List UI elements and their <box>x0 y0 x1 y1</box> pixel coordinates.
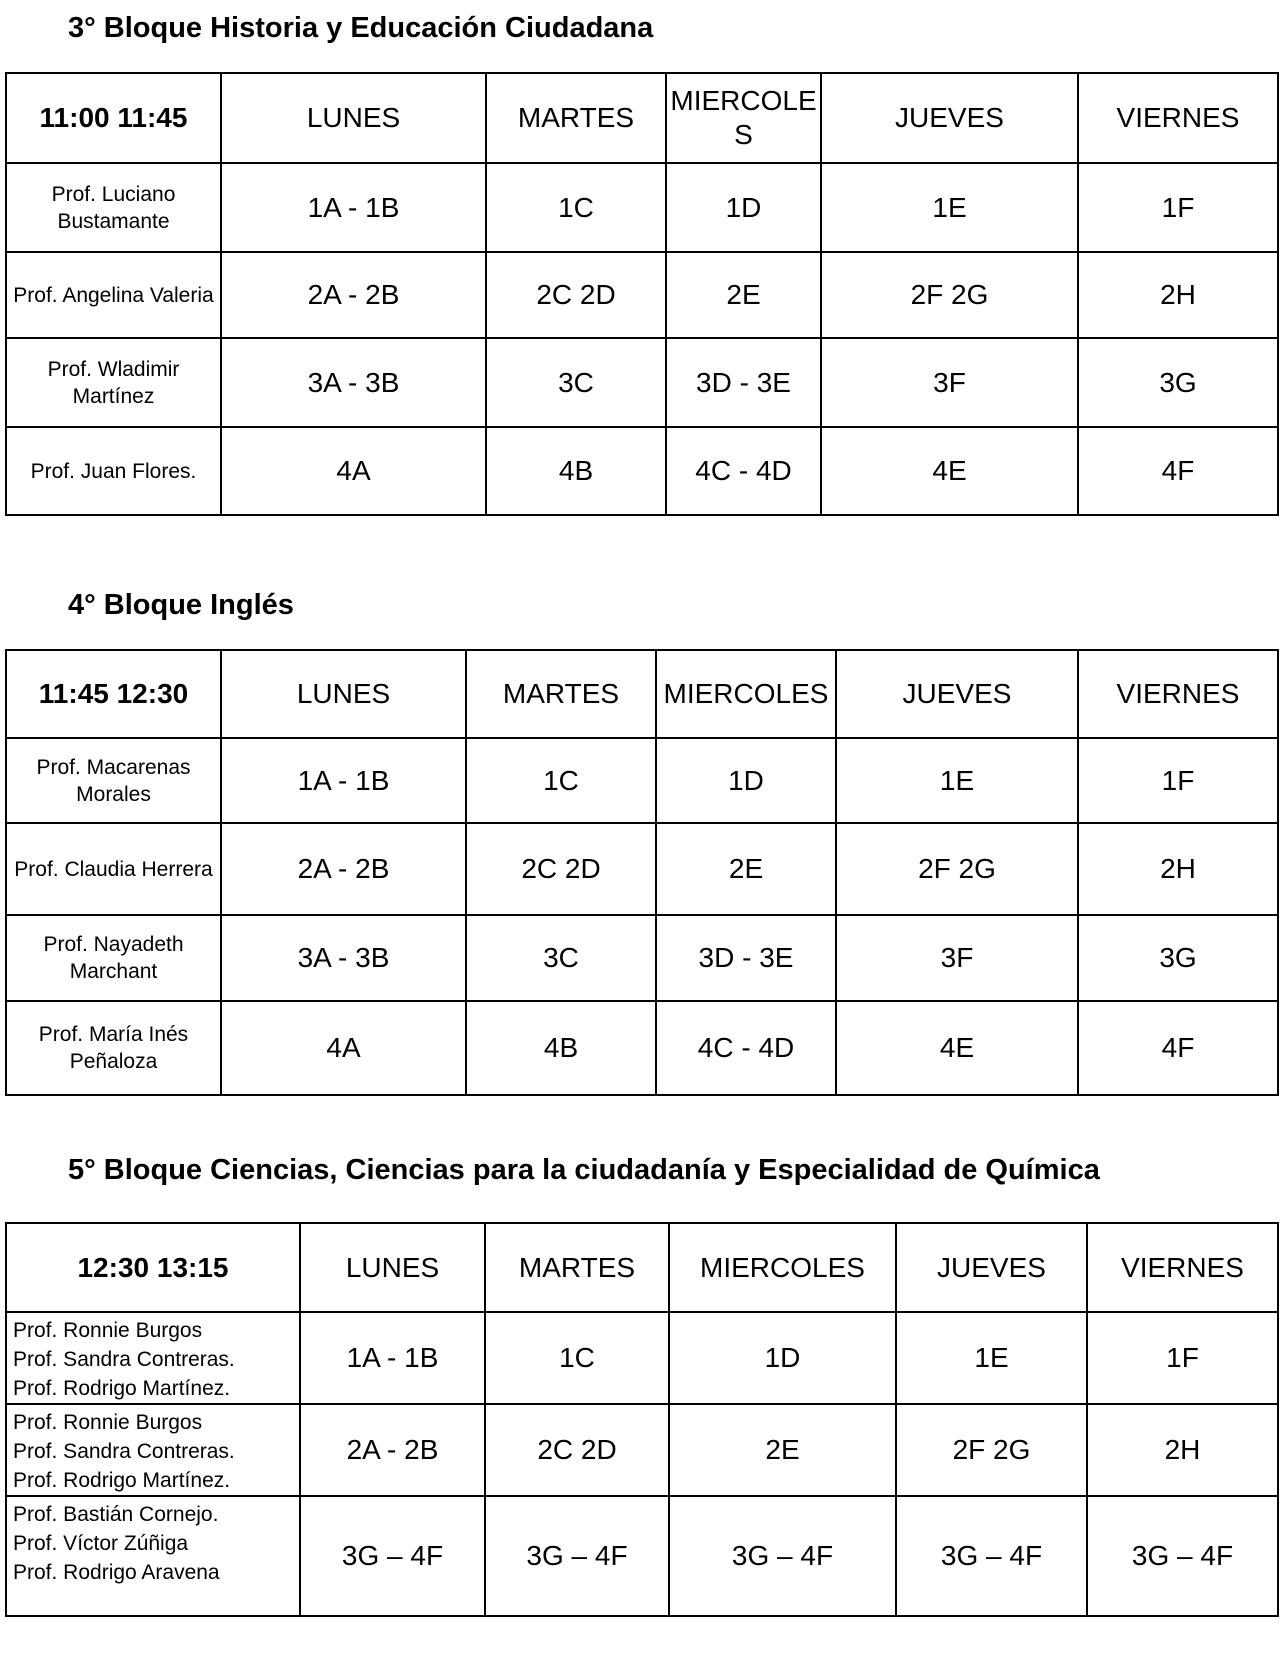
assignment-cell: 2E <box>656 823 836 915</box>
assignment-cell: 4F <box>1078 1001 1278 1095</box>
assignment-cell: 3G – 4F <box>300 1496 485 1616</box>
section-title: 5° Bloque Ciencias, Ciencias para la ciudadanía y Especialidad de Química <box>68 1154 1100 1186</box>
day-header-viernes: VIERNES <box>1087 1223 1278 1312</box>
assignment-cell: 4F <box>1078 427 1278 515</box>
teacher-name: Prof. Bastián Cornejo. <box>13 1503 219 1526</box>
teacher-cell <box>6 738 221 823</box>
time-slot-header: 11:00 11:45 <box>6 73 221 163</box>
teacher-name: Prof. Luciano Bustamante <box>51 182 176 233</box>
assignment-cell: 2A - 2B <box>221 823 466 915</box>
assignment-cell: 1A - 1B <box>221 163 486 252</box>
teacher-cell <box>6 427 221 515</box>
day-header-jueves: JUEVES <box>896 1223 1087 1312</box>
assignment-cell: 2A - 2B <box>221 252 486 338</box>
assignment-cell: 4B <box>466 1001 656 1095</box>
header-row <box>6 1223 1278 1312</box>
header-row <box>6 650 1278 738</box>
teacher-name: Prof. Wladimir Martínez <box>47 357 180 408</box>
assignment-cell: 2A - 2B <box>300 1404 485 1496</box>
schedule-table-ciencias <box>5 1222 1279 1617</box>
document-page <box>0 10 1280 1617</box>
teacher-cell <box>6 252 221 338</box>
assignment-cell: 3G – 4F <box>1087 1496 1278 1616</box>
assignment-cell: 2H <box>1078 252 1278 338</box>
assignment-cell: 2H <box>1087 1404 1278 1496</box>
assignment-cell: 2C 2D <box>486 252 666 338</box>
assignment-cell: 4B <box>486 427 666 515</box>
teacher-name: Prof. Juan Flores. <box>30 459 197 483</box>
table-row <box>6 738 1278 823</box>
assignment-cell: 3G – 4F <box>485 1496 669 1616</box>
teacher-cell <box>6 1312 300 1404</box>
day-header-miercoles: MIERCOLES <box>656 650 836 738</box>
assignment-cell: 3D - 3E <box>656 915 836 1001</box>
assignment-cell: 1E <box>821 163 1078 252</box>
assignment-cell: 1D <box>656 738 836 823</box>
assignment-cell: 3A - 3B <box>221 338 486 427</box>
assignment-cell: 3D - 3E <box>666 338 821 427</box>
day-header-lunes: LUNES <box>300 1223 485 1312</box>
teacher-cell <box>6 915 221 1001</box>
assignment-cell: 2F 2G <box>836 823 1078 915</box>
assignment-cell: 3G – 4F <box>896 1496 1087 1616</box>
section-historia <box>0 10 1280 516</box>
assignment-cell: 1C <box>485 1312 669 1404</box>
table-row <box>6 338 1278 427</box>
schedule-table-ingles <box>5 649 1279 1096</box>
teacher-name: Prof. María Inés Peñaloza <box>38 1023 189 1073</box>
assignment-cell: 4E <box>821 427 1078 515</box>
teacher-name: Prof. Nayadeth Marchant <box>43 933 184 983</box>
teacher-cell <box>6 1404 300 1496</box>
day-header-martes: MARTES <box>466 650 656 738</box>
day-header-jueves: JUEVES <box>836 650 1078 738</box>
schedule-table-historia <box>5 72 1279 516</box>
assignment-cell: 3G – 4F <box>669 1496 896 1616</box>
assignment-cell: 3A - 3B <box>221 915 466 1001</box>
assignment-cell: 3F <box>836 915 1078 1001</box>
assignment-cell: 3G <box>1078 338 1278 427</box>
time-slot-header: 12:30 13:15 <box>6 1223 300 1312</box>
day-header-lunes: LUNES <box>221 650 466 738</box>
assignment-cell: 3C <box>466 915 656 1001</box>
assignment-cell: 2E <box>669 1404 896 1496</box>
teacher-name: Prof. Rodrigo Aravena <box>13 1561 220 1584</box>
table-row <box>6 427 1278 515</box>
assignment-cell: 1C <box>466 738 656 823</box>
section-title: 4° Bloque Inglés <box>68 589 294 621</box>
table-row <box>6 1312 1278 1404</box>
assignment-cell: 2F 2G <box>821 252 1078 338</box>
assignment-cell: 1F <box>1078 163 1278 252</box>
assignment-cell: 2F 2G <box>896 1404 1087 1496</box>
teacher-name: Prof. Angelina Valeria <box>13 283 214 307</box>
teacher-cell <box>6 1001 221 1095</box>
assignment-cell: 1A - 1B <box>300 1312 485 1404</box>
table-row <box>6 823 1278 915</box>
assignment-cell: 4E <box>836 1001 1078 1095</box>
assignment-cell: 4C - 4D <box>666 427 821 515</box>
teacher-name: Prof. Víctor Zúñiga <box>13 1532 189 1555</box>
table-row <box>6 163 1278 252</box>
teacher-name: Prof. Sandra Contreras. <box>13 1348 235 1371</box>
header-row <box>6 73 1278 163</box>
teacher-name: Prof. Rodrigo Martínez. <box>13 1469 231 1492</box>
assignment-cell: 4A <box>221 1001 466 1095</box>
table-row <box>6 1496 1278 1616</box>
teacher-name: Prof. Ronnie Burgos <box>13 1319 203 1342</box>
assignment-cell: 1D <box>666 163 821 252</box>
teacher-name: Prof. Sandra Contreras. <box>13 1440 235 1463</box>
teacher-cell <box>6 163 221 252</box>
section-title: 3° Bloque Historia y Educación Ciudadana <box>68 12 654 44</box>
section-ciencias <box>0 1152 1280 1617</box>
assignment-cell: 2C 2D <box>466 823 656 915</box>
teacher-cell <box>6 1496 300 1616</box>
table-row <box>6 252 1278 338</box>
assignment-cell: 1C <box>486 163 666 252</box>
assignment-cell: 1D <box>669 1312 896 1404</box>
assignment-cell: 1E <box>836 738 1078 823</box>
day-header-lunes: LUNES <box>221 73 486 163</box>
day-header-viernes: VIERNES <box>1078 650 1278 738</box>
time-slot-header: 11:45 12:30 <box>6 650 221 738</box>
assignment-cell: 3C <box>486 338 666 427</box>
table-row <box>6 1404 1278 1496</box>
teacher-cell <box>6 338 221 427</box>
assignment-cell: 2C 2D <box>485 1404 669 1496</box>
teacher-name: Prof. Macarenas Morales <box>36 755 191 806</box>
assignment-cell: 2H <box>1078 823 1278 915</box>
day-header-martes: MARTES <box>486 73 666 163</box>
day-header-martes: MARTES <box>485 1223 669 1312</box>
day-header-miercoles: MIERCOLES <box>669 1223 896 1312</box>
teacher-name: Prof. Ronnie Burgos <box>13 1411 203 1434</box>
teacher-cell <box>6 823 221 915</box>
assignment-cell: 1F <box>1087 1312 1278 1404</box>
assignment-cell: 3G <box>1078 915 1278 1001</box>
teacher-name: Prof. Rodrigo Martínez. <box>13 1377 231 1400</box>
teacher-name: Prof. Claudia Herrera <box>14 857 213 881</box>
assignment-cell: 1A - 1B <box>221 738 466 823</box>
day-header-jueves: JUEVES <box>821 73 1078 163</box>
assignment-cell: 1F <box>1078 738 1278 823</box>
table-row <box>6 1001 1278 1095</box>
assignment-cell: 4A <box>221 427 486 515</box>
assignment-cell: 2E <box>666 252 821 338</box>
assignment-cell: 1E <box>896 1312 1087 1404</box>
section-ingles <box>0 587 1280 1096</box>
table-row <box>6 915 1278 1001</box>
day-header-viernes: VIERNES <box>1078 73 1278 163</box>
assignment-cell: 3F <box>821 338 1078 427</box>
day-header-miercoles: MIERCOLES <box>666 73 821 163</box>
assignment-cell: 4C - 4D <box>656 1001 836 1095</box>
